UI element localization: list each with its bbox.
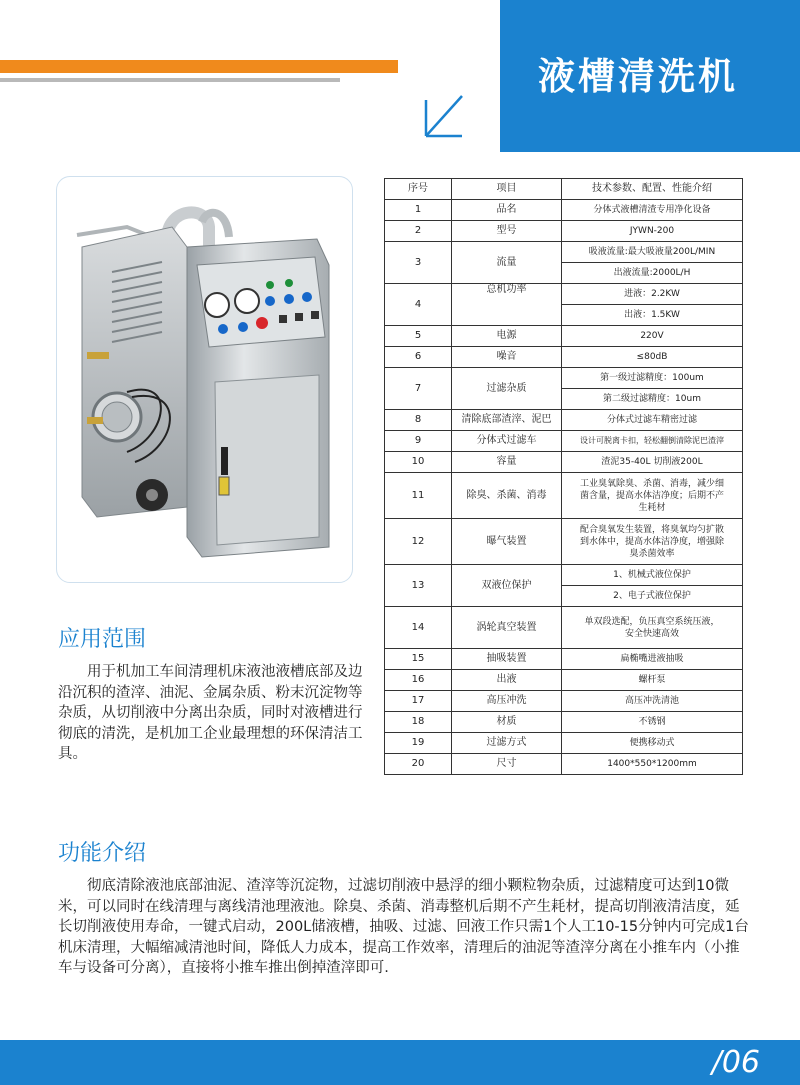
row-param: 吸液流量:最大吸液量200L/MIN — [562, 242, 743, 263]
row-item: 噪音 — [452, 347, 562, 368]
table-row — [385, 326, 743, 347]
row-no: 6 — [385, 347, 452, 368]
header-no: 序号 — [385, 179, 452, 200]
table-row — [385, 691, 743, 712]
table-row — [385, 473, 743, 519]
table-row — [385, 200, 743, 221]
row-item: 尺寸 — [452, 754, 562, 775]
row-param: 出液流量:2000L/H — [562, 263, 743, 284]
header-param: 技术参数、配置、性能介绍 — [562, 179, 743, 200]
row-no: 13 — [385, 565, 452, 607]
row-item: 抽吸装置 — [452, 649, 562, 670]
row-param: 扁椭嘴进液抽吸 — [562, 649, 743, 670]
row-item: 电源 — [452, 326, 562, 347]
table-row — [385, 431, 743, 452]
row-param: 出液：1.5KW — [562, 305, 743, 326]
row-param: 1、机械式液位保护 — [562, 565, 743, 586]
function-section-title: 功能介绍 — [58, 841, 147, 866]
footer-bar — [0, 1040, 800, 1085]
table-row — [385, 607, 743, 649]
row-param: 便携移动式 — [562, 733, 743, 754]
orange-accent-bar — [0, 60, 398, 73]
row-param: 进液：2.2KW — [562, 284, 743, 305]
table-row — [385, 565, 743, 586]
row-param: 渣泥35-40L 切削液200L — [562, 452, 743, 473]
row-param: 螺杆泵 — [562, 670, 743, 691]
table-header-row — [385, 179, 743, 200]
row-item: 双液位保护 — [452, 565, 562, 607]
row-item: 过滤方式 — [452, 733, 562, 754]
row-no: 16 — [385, 670, 452, 691]
row-item: 高压冲洗 — [452, 691, 562, 712]
row-param: 分体式过滤车精密过滤 — [562, 410, 743, 431]
row-no: 10 — [385, 452, 452, 473]
row-item: 清除底部渣滓、泥巴 — [452, 410, 562, 431]
row-param: 配合臭氧发生装置，将臭氧均匀扩散到水体中，提高水体洁净度，增强除臭杀菌效率 — [562, 519, 743, 565]
row-no: 12 — [385, 519, 452, 565]
row-no: 4 — [385, 284, 452, 326]
table-row — [385, 368, 743, 389]
application-paragraph: 用于机加工车间清理机床液池液槽底部及边沿沉积的渣滓、油泥、金属杂质、粉末沉淀物等杂质，从切削液中分离出杂质，同时对液槽进行彻底的清洗，是机加工企业最理想的环保清洁工具。 — [58, 664, 363, 762]
row-param: 设计可脱离卡扣，轻松翻倒清除泥巴渣滓 — [562, 431, 743, 452]
row-item: 容量 — [452, 452, 562, 473]
row-no: 19 — [385, 733, 452, 754]
row-item: 涡轮真空装置 — [452, 607, 562, 649]
table-row — [385, 347, 743, 368]
table-row — [385, 242, 743, 263]
row-param: JYWN-200 — [562, 221, 743, 242]
table-row — [385, 712, 743, 733]
row-item: 分体式过滤车 — [452, 431, 562, 452]
gray-accent-bar — [0, 78, 340, 82]
product-image-frame — [56, 176, 353, 583]
row-param: 分体式液槽清渣专用净化设备 — [562, 200, 743, 221]
row-item: 型号 — [452, 221, 562, 242]
row-item: 总机功率 — [452, 284, 562, 326]
row-param: ≤80dB — [562, 347, 743, 368]
row-no: 9 — [385, 431, 452, 452]
table-row — [385, 670, 743, 691]
row-no: 5 — [385, 326, 452, 347]
row-param: 不锈钢 — [562, 712, 743, 733]
row-item: 材质 — [452, 712, 562, 733]
function-paragraph: 彻底清除液池底部油泥、渣滓等沉淀物，过滤切削液中悬浮的细小颗粒物杂质，过滤精度可达到10微米，可以同时在线清理与离线清池理液池。除臭、杀菌、消毒整机后期不产生耗材，提高切削液清洁度，延长切削液使用寿命，一键式启动，200L储液槽，抽吸、过滤、回液工作只需1个人工10-15分钟内可完成1台机床清理，大幅缩减清池时间，降低人力成本，提高工作效率，清理后的油泥等渣滓分离在小推车内（小推车与设备可分离），直接将小推车推出倒掉渣滓即可. — [58, 878, 749, 976]
page-number: /06 — [711, 1045, 760, 1080]
row-no: 20 — [385, 754, 452, 775]
row-item: 出液 — [452, 670, 562, 691]
title-banner — [500, 0, 800, 152]
row-no: 11 — [385, 473, 452, 519]
row-param: 第二级过滤精度：10um — [562, 389, 743, 410]
table-row — [385, 410, 743, 431]
row-no: 15 — [385, 649, 452, 670]
row-param: 220V — [562, 326, 743, 347]
row-no: 14 — [385, 607, 452, 649]
table-row — [385, 733, 743, 754]
row-no: 2 — [385, 221, 452, 242]
row-param: 第一级过滤精度：100um — [562, 368, 743, 389]
row-param: 高压冲洗清池 — [562, 691, 743, 712]
row-no: 18 — [385, 712, 452, 733]
row-item: 除臭、杀菌、消毒 — [452, 473, 562, 519]
row-no: 3 — [385, 242, 452, 284]
page-title: 液槽清洗机 — [538, 55, 738, 98]
row-no: 7 — [385, 368, 452, 410]
row-no: 8 — [385, 410, 452, 431]
row-item: 曝气装置 — [452, 519, 562, 565]
spec-table — [384, 178, 743, 775]
table-row — [385, 452, 743, 473]
table-row — [385, 221, 743, 242]
row-param: 2、电子式液位保护 — [562, 586, 743, 607]
application-section-title: 应用范围 — [58, 627, 147, 652]
table-row — [385, 754, 743, 775]
row-item: 品名 — [452, 200, 562, 221]
row-no: 1 — [385, 200, 452, 221]
row-item: 过滤杂质 — [452, 368, 562, 410]
product-photo — [57, 177, 352, 582]
row-param: 1400*550*1200mm — [562, 754, 743, 775]
table-row — [385, 284, 743, 305]
table-row — [385, 519, 743, 565]
table-row — [385, 649, 743, 670]
row-param: 工业臭氧除臭、杀菌、消毒，减少细菌含量，提高水体洁净度；后期不产生耗材 — [562, 473, 743, 519]
row-param: 单双段选配，负压真空系统压液，安全快速高效 — [562, 607, 743, 649]
header-item: 项目 — [452, 179, 562, 200]
row-no: 17 — [385, 691, 452, 712]
arrow-down-left-icon — [420, 92, 466, 142]
row-item: 流量 — [452, 242, 562, 284]
